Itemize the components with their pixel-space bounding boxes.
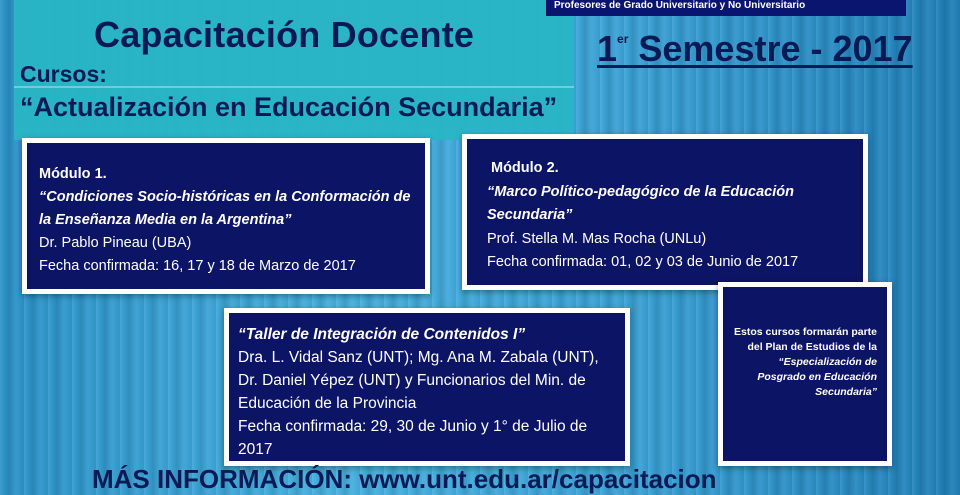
module-1-date: Fecha confirmada: 16, 17 y 18 de Marzo de 2017 xyxy=(39,258,356,274)
page-title: Capacitación Docente xyxy=(94,14,475,55)
note-card xyxy=(718,282,892,466)
workshop-card xyxy=(224,308,630,466)
module-1-teacher: Dr. Pablo Pineau (UBA) xyxy=(39,235,192,251)
module-1-card xyxy=(22,138,430,294)
top-bar-text: Profesores de Grado Universitario y No Universitario xyxy=(546,0,906,16)
semester-suffix: er xyxy=(617,32,629,46)
workshop-title: “Taller de Integración de Contenidos I” xyxy=(238,326,526,343)
module-1-heading: Módulo 1. xyxy=(39,166,107,182)
workshop-teachers: Dra. L. Vidal Sanz (UNT); Mg. Ana M. Zabala (UNT), Dr. Daniel Yépez (UNT) y Funcionarios del Min. de Educación de la Provincia xyxy=(238,349,599,412)
workshop-date: Fecha confirmada: 29, 30 de Junio y 1° de Julio de 2017 xyxy=(238,418,588,458)
module-2-date: Fecha confirmada: 01, 02 y 03 de Junio de 2017 xyxy=(487,254,799,270)
module-2-heading: Módulo 2. xyxy=(491,160,559,176)
bottom-info-text: MÁS INFORMACIÓN: www.unt.edu.ar/capacitacion xyxy=(92,464,717,494)
note-line-2: “Especialización de Posgrado en Educación Secundaria” xyxy=(757,356,877,398)
course-program-name: “Actualización en Educación Secundaria” xyxy=(20,92,558,122)
module-2-card xyxy=(462,134,868,290)
semester-heading xyxy=(597,28,913,70)
module-1-title: “Condiciones Socio-históricas en la Conformación de la Enseñanza Media en la Argentina” xyxy=(39,189,411,228)
cursos-label: Cursos: xyxy=(20,61,107,87)
note-line-1: Estos cursos formarán parte del Plan de Estudios de la xyxy=(734,326,877,353)
semester-text: Semestre - 2017 xyxy=(628,28,913,69)
module-2-title: “Marco Político-pedagógico de la Educación Secundaria” xyxy=(487,183,794,223)
module-2-teacher: Prof. Stella M. Mas Rocha (UNLu) xyxy=(487,230,707,247)
semester-number: 1 xyxy=(597,28,618,69)
